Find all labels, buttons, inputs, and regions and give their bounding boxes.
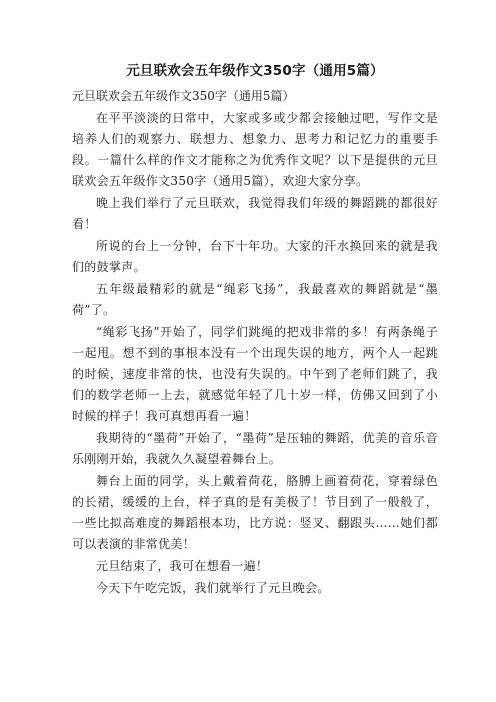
document-title: 元旦联欢会五年级作文350字（通用5篇） — [126, 63, 384, 79]
paragraph: 晚上我们举行了元旦联欢，我觉得我们年级的舞蹈跳的都很好看！ — [72, 196, 438, 231]
paragraph: 五年级最精彩的就是“绳彩飞扬”，我最喜欢的舞蹈就是“墨荷”了。 — [72, 282, 438, 317]
paragraph-intro: 在平平淡淡的日常中，大家或多或少都会接触过吧，写作文是培养人们的观察力、联想力、想象力、思考力和记忆力的重要手段。一篇什么样的作文才能称之为优秀作文呢？以下是提供的元旦联欢会五年级作文350字（通用5篇），欢迎大家分享。 — [72, 111, 438, 188]
paragraph: 我期待的“墨荷”开始了，“墨荷”是压轴的舞蹈，优美的音乐音乐刚刚开始，我就久久凝望着舞台上。 — [72, 431, 438, 466]
paragraph: 舞台上面的同学，头上戴着荷花，胳膊上画着荷花，穿着绿色的长裙，缓缓的上台，样子真的是有美极了！节目到了一般般了，一些比拟高难度的舞蹈根本功，比方说：竖叉、翻跟头……她们都可以表演的非常优美！ — [72, 474, 438, 551]
document-subtitle: 元旦联欢会五年级作文350字（通用5篇） — [72, 89, 295, 103]
paragraph: 所说的台上一分钟，台下十年功。大家的汗水换回来的就是我们的鼓掌声。 — [72, 239, 438, 274]
paragraph: 元旦结束了，我可在想看一遍！ — [96, 559, 269, 573]
paragraph: “绳彩飞扬”开始了，同学们跳绳的把戏非常的多！有两条绳子一起甩。想不到的事根本没有一个出现失误的地方，两个人一起跳的时候，速度非常的快，也没有失误的。中午到了老师们跳了，我们的数学老师一上去，就感觉年轻了几十岁一样，仿佛又回到了小时候的样子！我可真想再看一遍！ — [72, 325, 438, 423]
paragraph: 今天下午吃完饭，我们就举行了元旦晚会。 — [96, 581, 330, 595]
